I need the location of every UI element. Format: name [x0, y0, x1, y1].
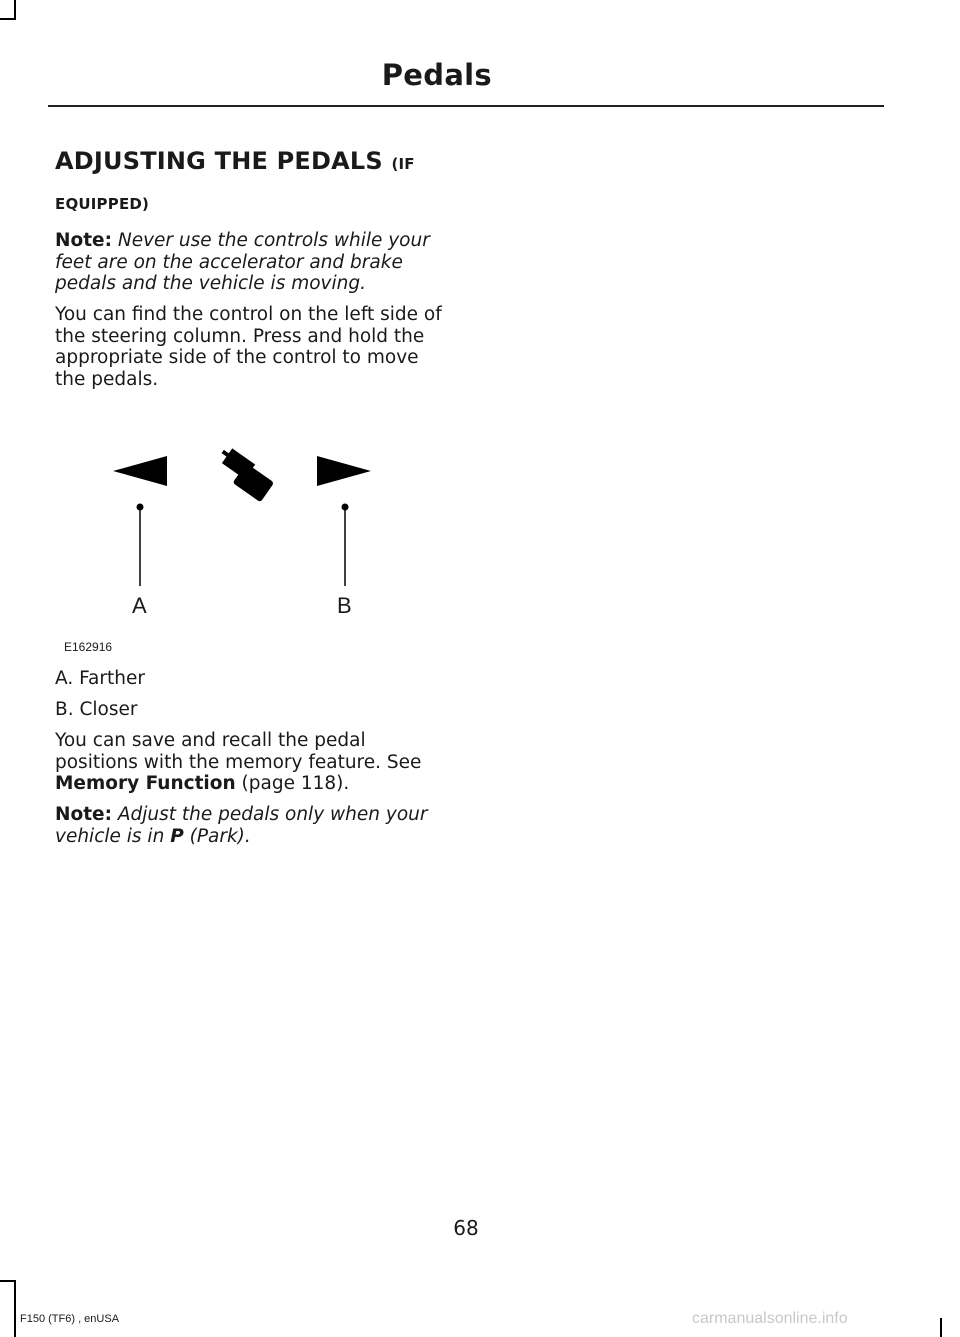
crop-mark — [14, 1280, 16, 1337]
watermark: carmanualsonline.info — [692, 1310, 848, 1327]
header-divider — [48, 105, 884, 107]
note-paragraph: Note: Never use the controls while your feet are on the accelerator and brake pedals and the vehicle is moving. — [55, 230, 430, 294]
left-arrow-icon — [113, 456, 167, 486]
right-arrow-icon — [317, 456, 371, 486]
pedal-icon — [211, 445, 276, 502]
pedal-control-diagram — [55, 430, 455, 660]
section-heading: ADJUSTING THE PEDALS (IF EQUIPPED) — [55, 147, 415, 213]
park-note-paragraph: Note: Adjust the pedals only when your vehicle is in P (Park). — [55, 804, 428, 847]
figure-code: E162916 — [64, 640, 113, 654]
pedal-control-figure — [55, 430, 455, 660]
crop-mark — [0, 18, 16, 20]
legend-item-a: A. Farther — [55, 668, 145, 689]
crop-mark — [940, 1318, 942, 1337]
footer-model: F150 (TF6) , enUSA — [20, 1313, 120, 1325]
memory-paragraph: You can save and recall the pedal positions with the memory feature. See Memory Function (page 118). — [55, 730, 422, 794]
memory-function-link[interactable]: Memory Function — [55, 773, 236, 794]
crop-mark — [14, 0, 16, 20]
page-number: 68 — [453, 1216, 479, 1240]
callout-label-b: B — [337, 593, 352, 618]
crop-mark — [0, 1280, 16, 1282]
body-paragraph: You can find the control on the left side of the steering column. Press and hold the appropriate side of the control to move the pedals. — [55, 304, 442, 390]
callout-label-a: A — [132, 593, 147, 618]
legend-item-b: B. Closer — [55, 699, 138, 720]
page-header-title: Pedals — [381, 58, 492, 92]
